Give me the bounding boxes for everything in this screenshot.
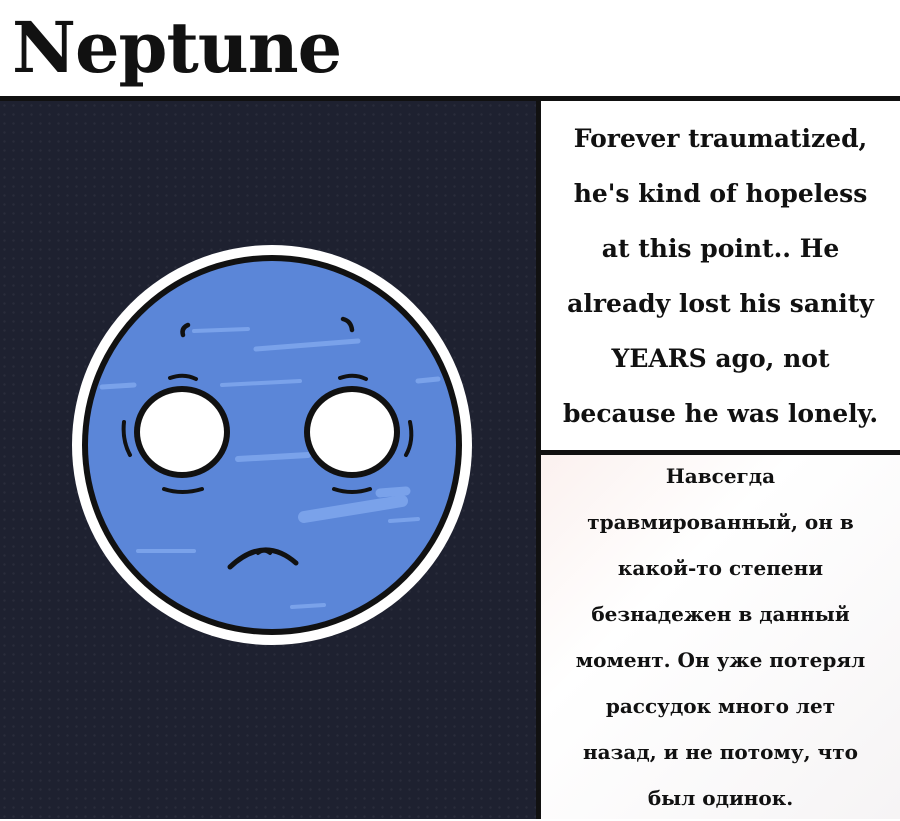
neptune-character-illustration — [72, 245, 472, 645]
russian-description-panel — [541, 455, 900, 819]
header — [0, 0, 900, 96]
page-title: Neptune — [12, 6, 342, 89]
description-russian: Навсегда травмированный, он в какой-то степени безнадежен в данный момент. Он уже потерял рассудок много лет назад, и не потому, что был одинок. — [575, 464, 866, 810]
description-english: Forever traumatized, he's kind of hopeless at this point.. He already lost his sanity YEARS ago, not because he was lonely. — [562, 123, 879, 428]
english-description-panel — [541, 101, 900, 450]
